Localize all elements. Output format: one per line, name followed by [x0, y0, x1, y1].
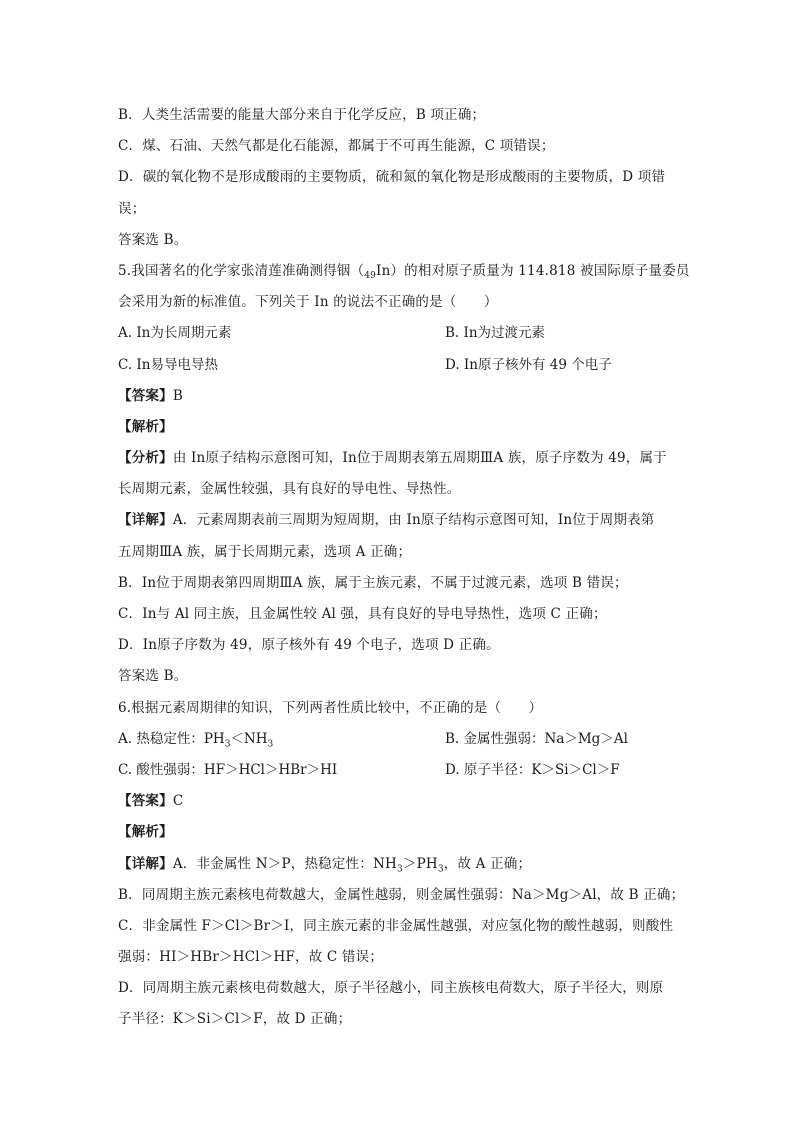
q5-explain-b: B．In位于周期表第四周期ⅢA 族，属于主族元素，不属于过渡元素，选项 B 错误； — [118, 574, 628, 591]
q5-explain-d: D．In原子序数为 49，原子核外有 49 个电子，选项 D 正确。 — [118, 637, 500, 654]
q5-option-c: C. In易导电导热 — [118, 356, 218, 373]
q6-option-b: B. 金属性强弱：Na＞Mg＞Al — [445, 730, 628, 747]
q6-option-a-part: ＜NH — [230, 730, 268, 747]
answer-tag: 【答案】 — [118, 387, 173, 404]
xiangjie-text: A．元素周期表前三周期为短周期，由 In原子结构示意图可知，In位于周期表第 — [172, 512, 655, 529]
answer-line: 答案选 B。 — [118, 231, 188, 248]
question-6-stem: 6.根据元素周期律的知识，下列两者性质比较中，不正确的是（ ） — [118, 699, 543, 716]
fenxi-text: 由 In原子结构示意图可知，In位于周期表第五周期ⅢA 族，原子序数为 49，属于 — [172, 450, 667, 467]
q5-stem-part: 5.我国著名的化学家张清莲准确测得铟（ — [118, 262, 365, 279]
atomic-number-sub: 49 — [364, 270, 377, 281]
q5-options-row-2 — [118, 350, 678, 381]
q6-option-c: C. 酸性强弱：HF＞HCl＞HBr＞HI — [118, 761, 338, 778]
q5-option-d: D. In原子核外有 49 个电子 — [445, 356, 612, 373]
q5-analysis-tag: 【解析】 — [118, 418, 173, 435]
q6-options-row-1 — [118, 724, 678, 755]
q6-options-row-2 — [118, 755, 678, 786]
xiangjie-text: A．非金属性 N＞P，热稳定性：NH — [172, 855, 397, 872]
question-5-stem-cont: 会采用为新的标准值。下列关于 In 的说法不正确的是（ ） — [118, 294, 498, 311]
fenxi-tag: 【分析】 — [118, 450, 173, 467]
q5-fenxi-cont: 长周期元素，金属性较强，具有良好的导电性、导热性。 — [118, 481, 461, 498]
q5-xiangjie-cont: 五周期ⅢA 族，属于长周期元素，选项 A 正确； — [118, 543, 412, 560]
xiangjie-tag: 【详解】 — [118, 855, 173, 872]
q6-xiangjie — [118, 849, 678, 880]
q6-analysis-tag: 【解析】 — [118, 824, 173, 841]
document-page — [118, 100, 690, 1036]
xiangjie-text: ＞PH — [402, 855, 438, 872]
text-line: D．碳的氧化物不是形成酸雨的主要物质，硫和氮的氧化物是形成酸雨的主要物质，D 项错 — [118, 169, 666, 186]
q6-option-a-part: A. 热稳定性：PH — [118, 730, 225, 747]
xiangjie-tag: 【详解】 — [118, 512, 173, 529]
subscript: 3 — [224, 739, 231, 750]
answer-tag: 【答案】 — [118, 793, 173, 810]
q5-option-a: A. In为长周期元素 — [118, 325, 232, 342]
xiangjie-text: ，故 A 正确； — [443, 855, 532, 872]
answer-value: B — [172, 387, 183, 404]
text-line: B．人类生活需要的能量大部分来自于化学反应，B 项正确； — [118, 107, 486, 123]
q5-fenxi — [118, 443, 678, 474]
q6-explain-c-cont: 强弱：HI＞HBr＞HCl＞HF，故 C 错误； — [118, 949, 384, 966]
q6-explain-d-cont: 子半径：K＞Si＞Cl＞F，故 D 正确； — [118, 1011, 352, 1028]
q5-answer — [118, 381, 678, 412]
q6-option-a — [118, 724, 445, 755]
text-line: C．煤、石油、天然气都是化石能源，都属于不可再生能源，C 项错误； — [118, 138, 555, 155]
q6-option-d: D. 原子半径：K＞Si＞Cl＞F — [445, 761, 620, 778]
q5-stem-part: In）的相对原子质量为 114.818 被国际原子量委员 — [376, 262, 690, 279]
q5-xiangjie — [118, 505, 678, 536]
subscript: 3 — [267, 739, 274, 750]
q6-explain-d: D．同周期主族元素核电荷数越大，原子半径越小，同主族核电荷数大，原子半径大，则原 — [118, 980, 664, 997]
q5-options-row-1 — [118, 318, 678, 349]
q5-explain-c: C．In与 Al 同主族，且金属性较 Al 强，具有良好的导电导热性，选项 C 正确； — [118, 606, 607, 622]
answer-value: C — [172, 793, 184, 810]
q5-final-answer: 答案选 B。 — [118, 668, 188, 685]
q6-explain-c: C．非金属性 F＞Cl＞Br＞I，同主族元素的非金属性越强，对应氢化物的酸性越弱，则酸性 — [118, 917, 674, 934]
q5-option-b: B. In为过渡元素 — [445, 325, 546, 342]
question-5-stem — [118, 256, 690, 287]
subscript: 3 — [396, 864, 403, 875]
subscript: 3 — [437, 864, 444, 875]
q6-answer — [118, 786, 678, 817]
text-line: 误； — [118, 200, 146, 217]
q6-explain-b: B．同周期主族元素核电荷数越大，金属性越弱，则金属性强弱：Na＞Mg＞Al，故 B 正确； — [118, 886, 685, 903]
